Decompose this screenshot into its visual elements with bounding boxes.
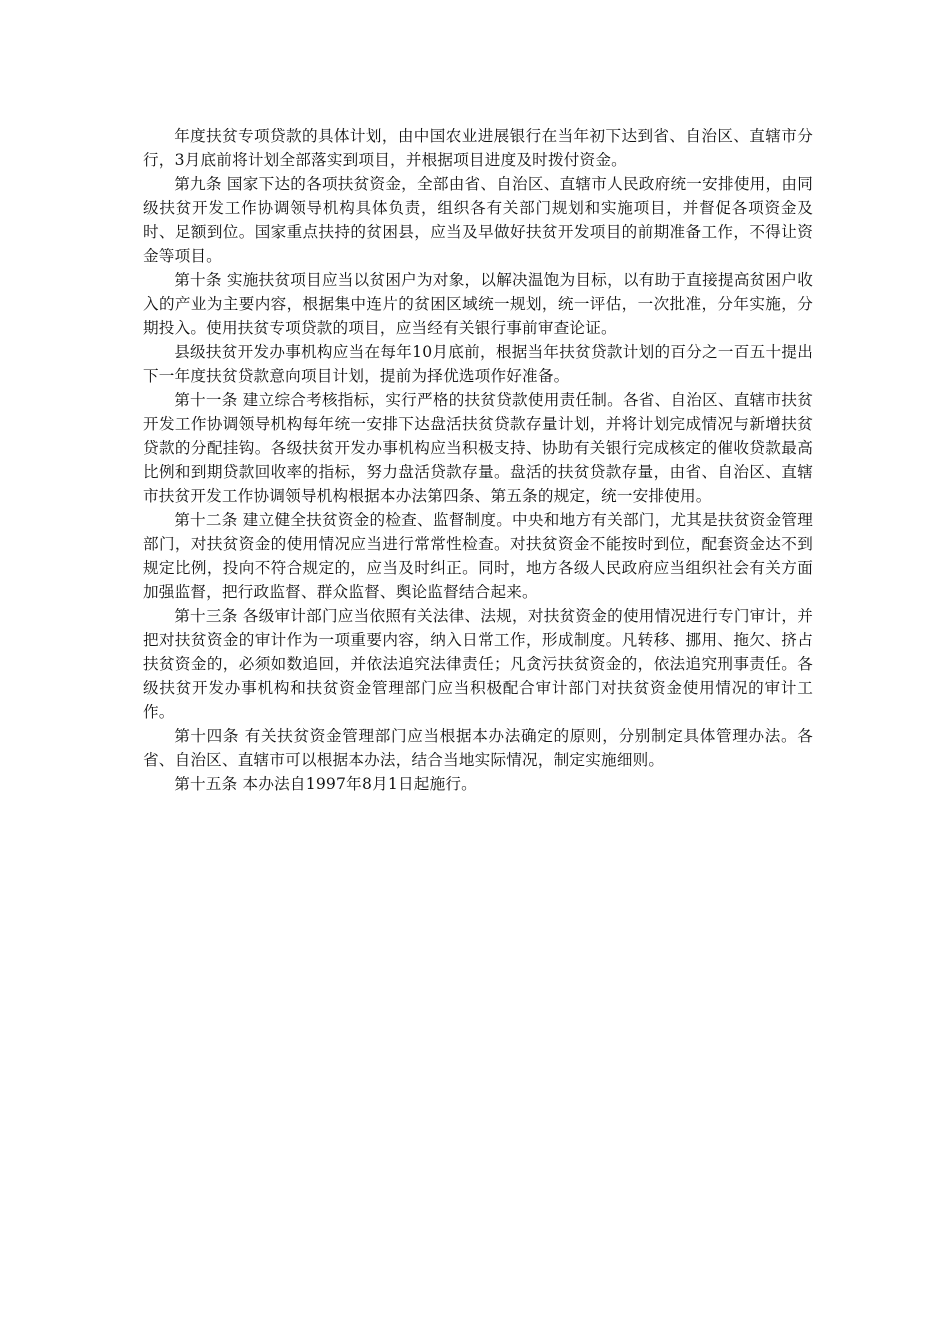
paragraph-county-office: 县级扶贫开发办事机构应当在每年10月底前，根据当年扶贫贷款计划的百分之一百五十提出下一年度扶贫贷款意向项目计划，提前为择优选项作好准备。 — [143, 343, 813, 385]
paragraph-article-13: 第十三条 各级审计部门应当依照有关法律、法规，对扶贫资金的使用情况进行专门审计，并把对扶贫资金的审计作为一项重要内容，纳入日常工作，形成制度。凡转移、挪用、拖欠、挤占扶贫资金的，必须如数追回，并依法追究法律责任；凡贪污扶贫资金的，依法追究刑事责任。各级扶贫开发办事机构和扶贫资金管理部门应当积极配合审计部门对扶贫资金使用情况的审计工作。 — [143, 607, 813, 721]
paragraph-loan-plan: 年度扶贫专项贷款的具体计划，由中国农业进展银行在当年初下达到省、自治区、直辖市分行，3月底前将计划全部落实到项目，并根据项目进度及时拨付资金。 — [143, 127, 813, 169]
paragraph-article-9: 第九条 国家下达的各项扶贫资金，全部由省、自治区、直辖市人民政府统一安排使用，由同级扶贫开发工作协调领导机构具体负责，组织各有关部门规划和实施项目，并督促各项资金及时、足额到位。国家重点扶持的贫困县，应当及早做好扶贫开发项目的前期准备工作，不得让资金等项目。 — [143, 175, 813, 265]
paragraph-article-10: 第十条 实施扶贫项目应当以贫困户为对象，以解决温饱为目标，以有助于直接提高贫困户收入的产业为主要内容，根据集中连片的贫困区域统一规划，统一评估，一次批准，分年实施，分期投入。使用扶贫专项贷款的项目，应当经有关银行事前审查论证。 — [143, 271, 813, 337]
paragraph-article-14: 第十四条 有关扶贫资金管理部门应当根据本办法确定的原则，分别制定具体管理办法。各省、自治区、直辖市可以根据本办法，结合当地实际情况，制定实施细则。 — [143, 727, 813, 769]
paragraph-article-15: 第十五条 本办法自1997年8月1日起施行。 — [174, 775, 477, 793]
document-body — [143, 124, 813, 796]
paragraph-article-12: 第十二条 建立健全扶贫资金的检查、监督制度。中央和地方有关部门，尤其是扶贫资金管理部门，对扶贫资金的使用情况应当进行常常性检查。对扶贫资金不能按时到位，配套资金达不到规定比例，投向不符合规定的，应当及时纠正。同时，地方各级人民政府应当组织社会有关方面加强监督，把行政监督、群众监督、舆论监督结合起来。 — [143, 511, 813, 601]
paragraph-article-11: 第十一条 建立综合考核指标，实行严格的扶贫贷款使用责任制。各省、自治区、直辖市扶贫开发工作协调领导机构每年统一安排下达盘活扶贫贷款存量计划，并将计划完成情况与新增扶贫贷款的分配挂钩。各级扶贫开发办事机构应当积极支持、协助有关银行完成核定的催收贷款最高比例和到期贷款回收率的指标，努力盘活贷款存量。盘活的扶贫贷款存量，由省、自治区、直辖市扶贫开发工作协调领导机构根据本办法第四条、第五条的规定，统一安排使用。 — [143, 391, 813, 505]
